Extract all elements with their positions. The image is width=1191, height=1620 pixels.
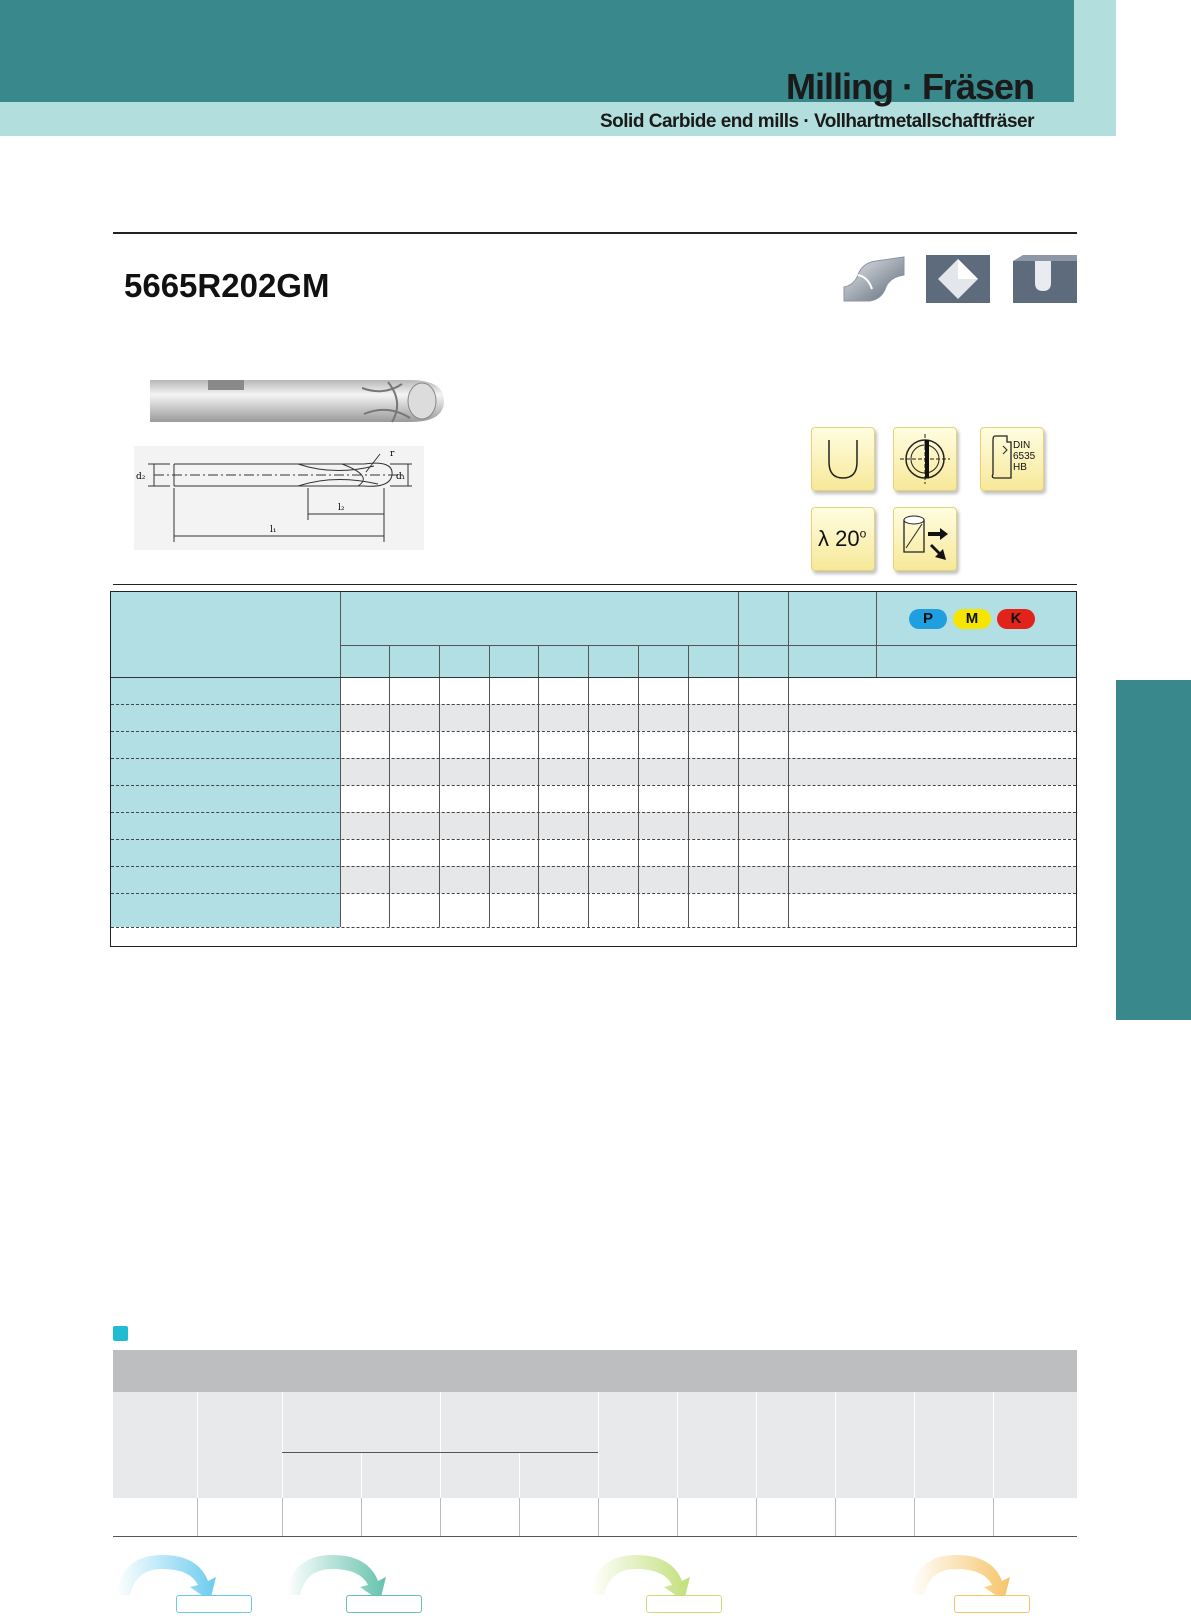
cutting-data-row xyxy=(113,1498,1077,1536)
label-d2: d₂ xyxy=(136,472,146,482)
product-code: 5665R202GM xyxy=(124,267,330,304)
row-divider xyxy=(111,927,1076,928)
label-radius: r xyxy=(390,449,395,459)
nav-arrow-orange[interactable] xyxy=(906,1545,1046,1615)
slotting-icon xyxy=(926,255,990,303)
nav-arrow-teal[interactable] xyxy=(282,1545,422,1615)
column-divider xyxy=(439,645,440,927)
row-divider xyxy=(111,812,1076,813)
row-divider xyxy=(111,839,1076,840)
column-divider xyxy=(688,645,689,927)
row-divider xyxy=(111,866,1076,867)
column-divider xyxy=(588,645,589,927)
material-badge-p: P xyxy=(909,609,947,629)
label-l1: l₁ xyxy=(270,525,277,535)
section-divider xyxy=(113,584,1077,585)
label-d1: d₁ xyxy=(396,472,406,482)
column-divider xyxy=(538,645,539,927)
material-badge-m: M xyxy=(953,609,991,629)
helix-degree: o xyxy=(859,526,867,541)
tolerance-crosshair-icon xyxy=(893,427,957,491)
page-title: Milling · Fräsen xyxy=(785,66,1034,107)
page-subtitle: Solid Carbide end mills · Vollhartmetallschaftfräser xyxy=(600,111,1034,132)
header-bottom-line xyxy=(111,677,1076,678)
nav-arrow-teal-box[interactable] xyxy=(346,1595,422,1613)
side-pocket-icon xyxy=(1013,255,1077,303)
table-row xyxy=(340,866,1076,893)
cutting-data-table xyxy=(113,1392,1077,1498)
table-row xyxy=(340,704,1076,731)
cutting-data-bottom-line xyxy=(113,1536,1077,1537)
row-divider xyxy=(111,785,1076,786)
row-divider xyxy=(111,758,1076,759)
section-marker xyxy=(113,1326,128,1341)
table-header-row xyxy=(340,592,1076,677)
header-subdivider xyxy=(340,645,1076,646)
helix-value: 20 xyxy=(835,526,860,551)
column-divider xyxy=(340,592,341,927)
ball-nose-icon xyxy=(811,427,875,491)
row-divider xyxy=(111,893,1076,894)
cutting-data-header xyxy=(113,1350,1077,1392)
material-badge-k: K xyxy=(997,609,1035,629)
table-row xyxy=(340,812,1076,839)
column-divider xyxy=(638,645,639,927)
din-line-2: 6535 xyxy=(1013,451,1036,462)
helix-angle-icon xyxy=(811,507,875,571)
nav-arrow-green[interactable] xyxy=(586,1545,726,1615)
column-divider xyxy=(389,645,390,927)
profile-milling-icon xyxy=(842,255,906,303)
nav-arrow-green-box[interactable] xyxy=(646,1595,722,1613)
column-divider xyxy=(788,592,789,927)
section-side-tab[interactable] xyxy=(1116,680,1191,1020)
tool-photo xyxy=(148,374,448,430)
nav-arrow-orange-box[interactable] xyxy=(954,1595,1030,1613)
label-l2: l₂ xyxy=(338,503,345,513)
row-divider xyxy=(111,704,1076,705)
row-divider xyxy=(111,731,1076,732)
helix-symbol: λ xyxy=(818,526,829,551)
table-left-header-column xyxy=(111,592,340,927)
technical-drawing xyxy=(134,446,424,550)
column-divider xyxy=(738,592,739,927)
specification-table xyxy=(110,591,1077,947)
material-badges xyxy=(909,609,1035,629)
nav-arrow-blue[interactable] xyxy=(112,1545,252,1615)
column-divider xyxy=(489,645,490,927)
column-divider xyxy=(876,592,877,677)
din-6535-hb-icon xyxy=(980,427,1044,491)
nav-arrow-blue-box[interactable] xyxy=(176,1595,252,1613)
top-divider xyxy=(113,232,1077,234)
feed-direction-icon xyxy=(893,507,957,571)
din-line-3: HB xyxy=(1013,462,1027,473)
table-row xyxy=(340,758,1076,785)
din-line-1: DIN xyxy=(1013,440,1031,451)
